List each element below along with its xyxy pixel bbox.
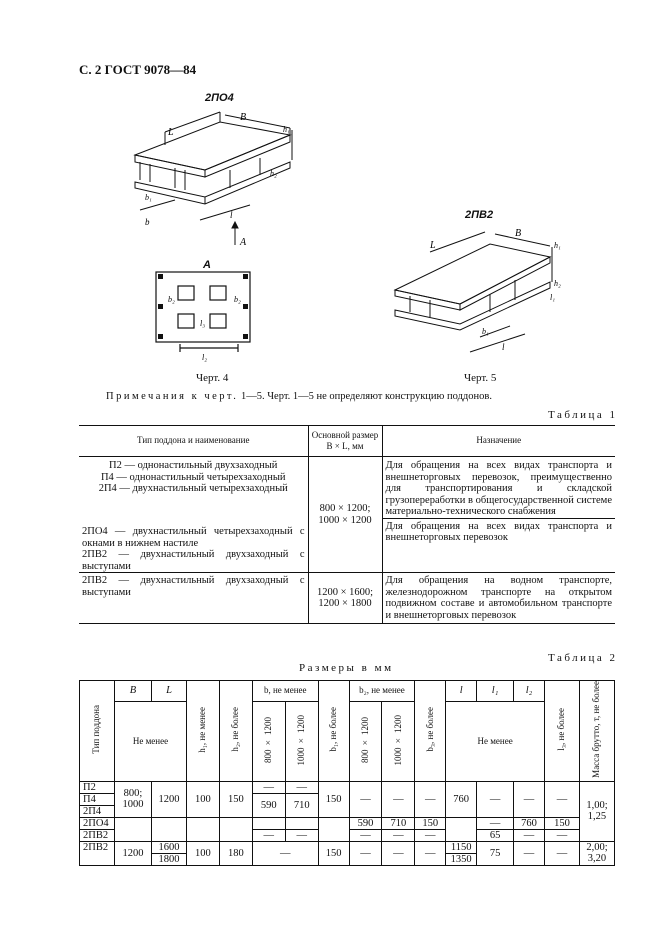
t2-h-type: Тип поддона	[91, 705, 102, 754]
t2-po4-l3: 150	[544, 817, 579, 829]
t2-mass-a: 1,00;	[586, 800, 608, 812]
t1-size-b: 1000 × 1200	[318, 514, 372, 526]
t2-L-1800: 1800	[152, 853, 187, 865]
dim-h2: h₂	[270, 169, 277, 178]
t2-h-L: L	[152, 681, 187, 702]
t2-pv2-b1000: —	[285, 829, 318, 841]
t2-type-2p4: 2П4	[80, 805, 115, 817]
t1-header-type: Тип поддона и наименование	[79, 426, 308, 457]
t2-h2: 150	[219, 781, 252, 817]
t2-h-l3: l₃, не более	[556, 708, 567, 751]
dim-b2-right: b₂	[234, 295, 241, 304]
t2-b800-p2: —	[252, 781, 285, 793]
t2-h-b: b, не менее	[252, 681, 318, 702]
drawing-label-2po4: 2ПО4	[205, 92, 234, 104]
dim-b1-2: b₁	[482, 327, 489, 336]
t2-L-1200: 1200	[152, 781, 187, 817]
t2-type-2po4: 2ПО4	[80, 817, 115, 829]
t1-type-p4: П4 — однонастильный четырехзаходный	[100, 471, 286, 483]
table-2	[79, 680, 615, 866]
t1-purpose-1: Для обращения на всех видах транспорта и внешнеторговых перевозок, преимущественно для транспортирования и складской грузопереработки в общегосударственной системе материально-технического снабжения	[382, 457, 615, 519]
t1-type-2po4: 2ПО4 — двухнастильный четырехзаходный с окнами в нижнем настиле	[82, 526, 305, 549]
t1-type-2pv2-large: 2ПВ2 — двухнастильный двухзаходный с выступами	[79, 573, 308, 624]
dim-l1: l₁	[550, 293, 556, 302]
dim-h1-2: h₁	[554, 241, 561, 250]
drawing-label-2pv2: 2ПВ2	[465, 209, 494, 221]
t2-po4-b2-1000: 710	[382, 817, 415, 829]
view-a-label: А	[203, 259, 211, 271]
t2-l-1350: 1350	[446, 853, 477, 865]
t1-header-purpose: Назначение	[382, 426, 615, 457]
t2-b3-large: —	[415, 841, 446, 865]
note-text: 1—5. Черт. 1—5 не определяют конструкцию поддонов.	[238, 391, 492, 402]
t2-h-b1: b₁, не более	[328, 707, 339, 752]
dim-l: l	[230, 210, 233, 220]
t2-po4-l1: —	[477, 817, 514, 829]
table-1	[79, 425, 615, 624]
t1-header-size: Основной размер B × L, мм	[308, 426, 382, 457]
t2-h1: 100	[186, 781, 219, 817]
dim-L: L	[168, 127, 174, 138]
t1-type-p2: П2 — однонастильный двухзаходный	[109, 460, 278, 471]
t2-l1: —	[477, 781, 514, 817]
t1-purpose-3: Для обращения на водном транспорте, железнодорожном транспорте на открытом подвижном составе и автомобильном транспорте и внешнеторговых перевозок	[382, 573, 615, 624]
t2-L-1600: 1600	[152, 841, 187, 853]
dim-l2: l₂	[202, 353, 208, 362]
t2-h-l: l	[446, 681, 477, 702]
dim-b: b	[145, 217, 150, 227]
dim-h1: h₁	[283, 125, 290, 134]
t2-type-p2: П2	[80, 781, 115, 793]
t2-h-h2: h₂, не более	[230, 707, 241, 752]
t2-B-1200: 1200	[114, 841, 151, 865]
dim-h2-2: h₂	[554, 279, 561, 288]
table2-title: Размеры в мм	[299, 662, 394, 674]
t2-h-h1: h₁, не менее	[197, 706, 208, 753]
t2-h-l2: l₂	[514, 681, 545, 702]
t2-po4-b3: 150	[415, 817, 446, 829]
t2-po4-l2: 760	[514, 817, 545, 829]
t2-type-p4: П4	[80, 793, 115, 805]
dim-b2: b₂	[168, 295, 175, 304]
t2-h-b2-800: 800 × 1200	[359, 716, 370, 763]
t2-b1: 150	[318, 781, 349, 817]
t2-pv2-b2-1000: —	[382, 829, 415, 841]
t2-pv2-l1: 65	[477, 829, 514, 841]
t2-l2-large: —	[514, 841, 545, 865]
t2-b1000-p2: —	[285, 781, 318, 793]
t1-size-a: 800 × 1200;	[319, 503, 371, 514]
table2-caption: Таблица 2	[548, 652, 618, 664]
table1-caption: Таблица 1	[548, 409, 618, 421]
t2-l3: —	[544, 781, 579, 817]
t1-type-2pv2: 2ПВ2 — двухнастильный двухзаходный с выступами	[82, 549, 305, 572]
t2-h-b-1000: 1000 × 1200	[296, 714, 307, 766]
t2-b2-800-large: —	[349, 841, 382, 865]
t1-size-d: 1200 × 1800	[318, 598, 372, 609]
t2-l: 760	[446, 781, 477, 817]
t2-pv2-b2-800: —	[349, 829, 382, 841]
dim-L2: L	[430, 240, 436, 251]
dim-l-2: l	[502, 342, 505, 352]
t2-pv2-l3: —	[544, 829, 579, 841]
t2-l3-large: —	[544, 841, 579, 865]
t2-b-large: —	[252, 841, 318, 865]
t2-h-b3: b₃, не более	[424, 707, 435, 752]
t2-b2-800: —	[349, 781, 382, 817]
t2-pv2-b800: —	[252, 829, 285, 841]
page-header: С. 2 ГОСТ 9078—84	[79, 62, 197, 77]
t2-mass-b: 1,25	[587, 811, 607, 823]
pallet-2po4-drawing	[120, 100, 310, 260]
t2-po4-b2-800: 590	[349, 817, 382, 829]
t2-h-mass: Масса брутто, т, не более	[591, 681, 602, 778]
t2-b2-1000: —	[382, 781, 415, 817]
t2-pv2-l2: —	[514, 829, 545, 841]
t2-h1-large: 100	[186, 841, 219, 865]
t2-mass-d: 3,20	[587, 853, 607, 865]
t2-h2-large: 180	[219, 841, 252, 865]
dim-l3: l₃	[200, 319, 206, 328]
t2-l2: —	[514, 781, 545, 817]
caption-4: Черт. 4	[196, 372, 229, 384]
t2-b800-val: 590	[252, 793, 285, 817]
view-a-drawing	[150, 268, 260, 368]
t2-h-b2: b₂, не менее	[349, 681, 415, 702]
t2-pv2-b3: —	[415, 829, 446, 841]
t2-b2-1000-large: —	[382, 841, 415, 865]
t2-b1-large: 150	[318, 841, 349, 865]
t2-type-2pv2-large: 2ПВ2	[80, 841, 115, 865]
dim-b1: b₁	[145, 193, 152, 202]
t1-purpose-2: Для обращения на всех видах транспорта и внешнеторговых перевозок	[382, 518, 615, 573]
t1-size-c: 1200 × 1600;	[316, 586, 374, 598]
t2-h-notless-2: Не менее	[446, 701, 545, 781]
t2-B-1000: 1000	[122, 799, 144, 811]
t2-mass-c: 2,00;	[586, 842, 608, 854]
t2-h-b2-1000: 1000 × 1200	[392, 714, 403, 766]
caption-5: Черт. 5	[464, 372, 497, 384]
t2-h-notless: Не менее	[114, 701, 186, 781]
dim-B2: B	[515, 228, 522, 239]
t2-h-l1: l₁	[477, 681, 514, 702]
t2-B-800: 800;	[123, 788, 143, 800]
t2-b1000-val: 710	[285, 793, 318, 817]
pallet-2pv2-drawing	[390, 222, 580, 367]
t2-b3: —	[415, 781, 446, 817]
t2-l1-large: 75	[477, 841, 514, 865]
t1-type-2p4: 2П4 — двухнастильный четырехзаходный	[98, 483, 288, 494]
arrow-label-a: А	[240, 237, 247, 248]
t2-type-2pv2: 2ПВ2	[80, 829, 115, 841]
t2-h-B: B	[114, 681, 151, 702]
note-lead: Примечания к черт.	[106, 391, 239, 402]
note	[106, 391, 492, 402]
t2-l-1150: 1150	[446, 841, 477, 853]
dim-B: B	[240, 112, 247, 123]
t2-h-b-800: 800 × 1200	[263, 716, 274, 763]
